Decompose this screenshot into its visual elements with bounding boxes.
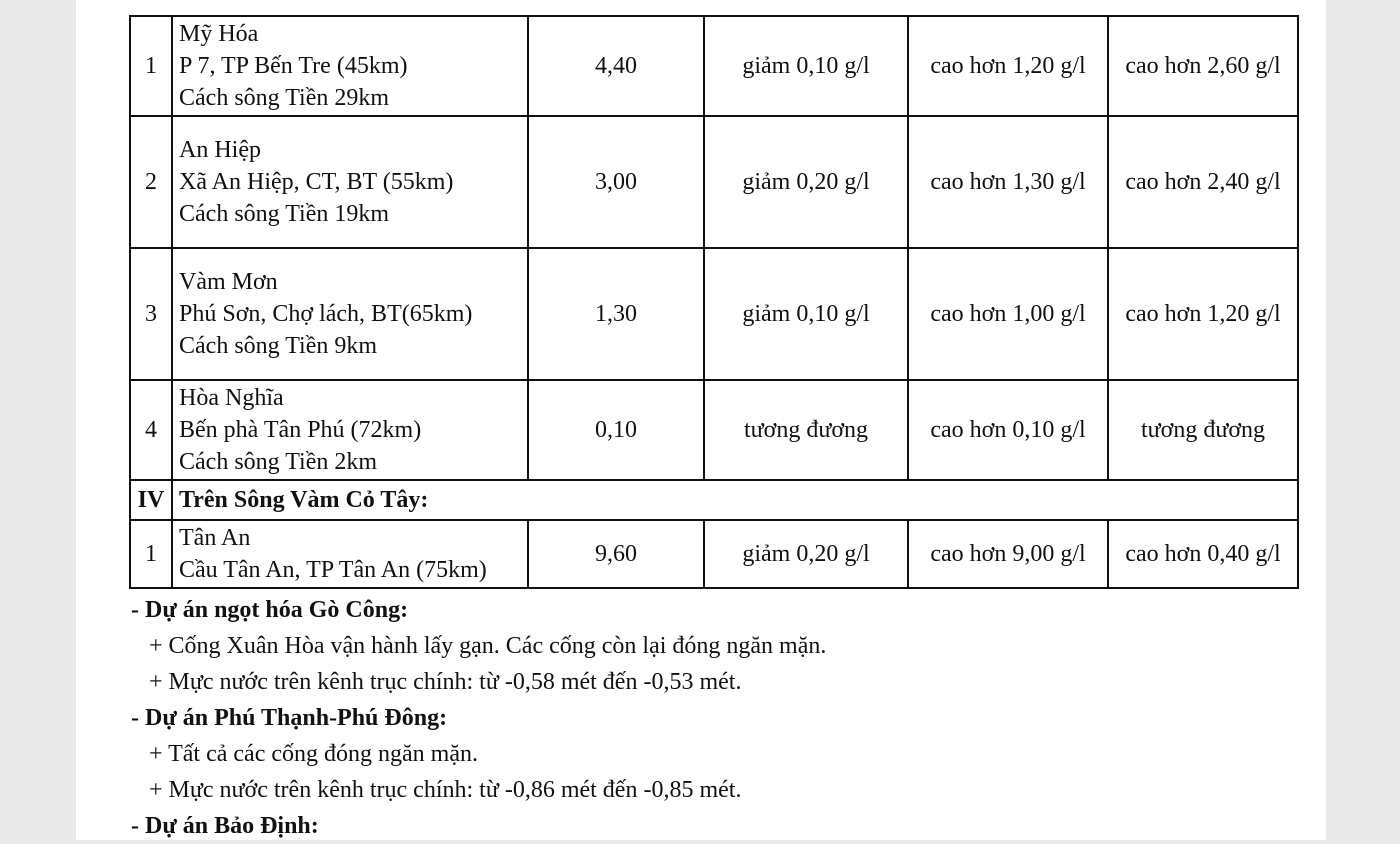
comparison-2: cao hơn 0,10 g/l (908, 380, 1108, 480)
location-cell (172, 248, 528, 380)
phu-thanh-bullet: + Tất cả các cống đóng ngăn mặn. (149, 741, 478, 767)
comparison-1: giảm 0,10 g/l (704, 248, 908, 380)
comparison-2: cao hơn 1,20 g/l (908, 16, 1108, 116)
station-name: An Hiệp (179, 137, 261, 163)
table-row (130, 380, 1298, 480)
station-name: Vàm Mơn (179, 269, 278, 295)
row-number: 3 (130, 248, 172, 380)
comparison-3: cao hơn 2,40 g/l (1108, 116, 1298, 248)
comparison-1: tương đương (704, 380, 908, 480)
document-page (76, 0, 1326, 840)
phu-thanh-heading: - Dự án Phú Thạnh-Phú Đông: (131, 705, 448, 731)
comparison-2: cao hơn 1,30 g/l (908, 116, 1108, 248)
station-distance: Cách sông Tiền 9km (179, 333, 378, 359)
comparison-1: giảm 0,10 g/l (704, 16, 908, 116)
station-address: Bến phà Tân Phú (72km) (179, 417, 422, 443)
comparison-3: cao hơn 1,20 g/l (1108, 248, 1298, 380)
row-number: 1 (130, 16, 172, 116)
phu-thanh-bullet: + Mực nước trên kênh trục chính: từ -0,86 mét đến -0,85 mét. (149, 777, 742, 803)
salinity-value: 0,10 (528, 380, 704, 480)
section-row (130, 480, 1298, 520)
location-cell (172, 116, 528, 248)
station-name: Hòa Nghĩa (179, 385, 284, 411)
go-cong-heading: - Dự án ngọt hóa Gò Công: (131, 597, 409, 623)
comparison-2: cao hơn 9,00 g/l (908, 520, 1108, 588)
station-distance: Cách sông Tiền 2km (179, 449, 378, 475)
row-number: 1 (130, 520, 172, 588)
salinity-value: 3,00 (528, 116, 704, 248)
comparison-1: giảm 0,20 g/l (704, 520, 908, 588)
station-distance: Cách sông Tiền 29km (179, 85, 390, 111)
comparison-1: giảm 0,20 g/l (704, 116, 908, 248)
table-row (130, 520, 1298, 588)
station-address: P 7, TP Bến Tre (45km) (179, 53, 408, 79)
station-address: Cầu Tân An, TP Tân An (75km) (179, 557, 487, 583)
row-number: 4 (130, 380, 172, 480)
section-number: IV (130, 480, 172, 520)
station-name: Mỹ Hóa (179, 21, 259, 47)
station-name: Tân An (179, 525, 251, 551)
station-address: Phú Sơn, Chợ lách, BT(65km) (179, 301, 473, 327)
go-cong-bullet: + Mực nước trên kênh trục chính: từ -0,58 mét đến -0,53 mét. (149, 669, 742, 695)
comparison-3: tương đương (1108, 380, 1298, 480)
salinity-value: 9,60 (528, 520, 704, 588)
section-title: Trên Sông Vàm Cỏ Tây: (172, 480, 1298, 520)
station-address: Xã An Hiệp, CT, BT (55km) (179, 169, 454, 195)
location-cell (172, 16, 528, 116)
location-cell (172, 520, 528, 588)
salinity-value: 4,40 (528, 16, 704, 116)
project-notes (131, 592, 1291, 844)
comparison-3: cao hơn 0,40 g/l (1108, 520, 1298, 588)
salinity-value: 1,30 (528, 248, 704, 380)
go-cong-bullet: + Cống Xuân Hòa vận hành lấy gạn. Các cống còn lại đóng ngăn mặn. (149, 633, 827, 659)
table-row (130, 16, 1298, 116)
station-distance: Cách sông Tiền 19km (179, 201, 390, 227)
table-row (130, 116, 1298, 248)
salinity-table (129, 15, 1299, 589)
location-cell (172, 380, 528, 480)
bao-dinh-heading: - Dự án Bảo Định: (131, 813, 319, 839)
table-row (130, 248, 1298, 380)
comparison-2: cao hơn 1,00 g/l (908, 248, 1108, 380)
comparison-3: cao hơn 2,60 g/l (1108, 16, 1298, 116)
row-number: 2 (130, 116, 172, 248)
